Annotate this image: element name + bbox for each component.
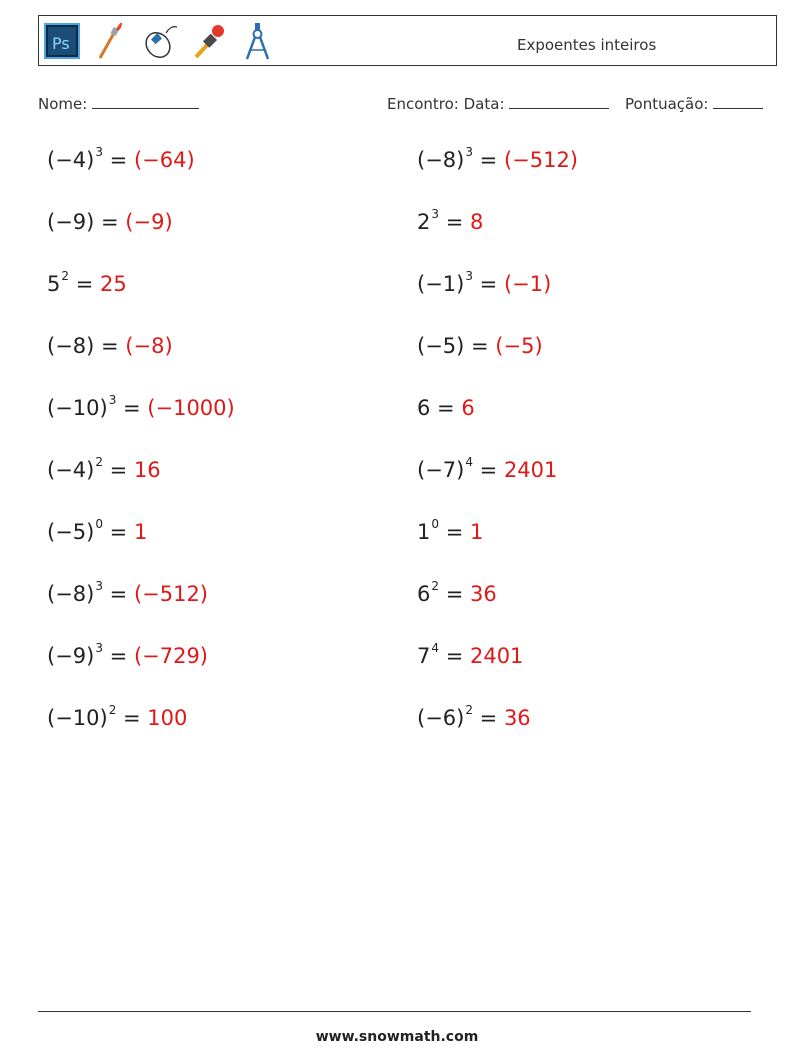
equals-sign: = [439,644,470,668]
problem-exponent: 3 [95,641,103,655]
date-blank [509,94,609,109]
compass-icon [239,21,277,61]
problem-item [47,703,188,730]
problem-base: (−9) [47,644,95,668]
equals-sign: = [472,148,504,172]
problem-answer: 6 [461,396,475,420]
problem-exponent: 3 [95,579,103,593]
footer-url: www.snowmath.com [315,1029,479,1045]
score-label: Pontuação: [625,95,709,113]
problem-answer: (−1000) [147,396,235,420]
problem-answer: 16 [133,458,161,482]
problem-base: (−5) [47,520,95,544]
equals-sign: = [472,272,504,296]
date-label: Encontro: Data: [387,95,505,113]
problem-item [47,210,173,234]
worksheet-header [38,15,777,66]
problem-answer: (−512) [133,582,209,606]
date-field [387,94,609,113]
footer-divider [38,1011,751,1012]
name-label: Nome: [38,95,88,113]
problem-answer: 36 [469,582,497,606]
problem-exponent: 3 [465,145,473,159]
problem-item [47,517,148,544]
equals-sign: = [102,458,134,482]
equals-sign: = [94,210,126,234]
problem-item [417,703,531,730]
ps-label: Ps [52,34,70,53]
mouse-icon [141,21,179,61]
problem-item [47,579,209,606]
equals-sign: = [102,148,134,172]
problem-exponent: 2 [108,703,117,717]
problem-answer: 25 [99,272,127,296]
problem-item [417,579,497,606]
problem-answer: 1 [133,520,148,544]
problem-answer: (−1) [503,272,552,296]
problem-answer: 36 [503,706,531,730]
problem-item [47,334,173,358]
problem-item [417,517,484,544]
problem-base: (−7) [417,458,465,482]
problem-exponent: 3 [108,393,117,407]
problem-answer: (−8) [125,334,173,358]
problem-exponent: 3 [431,207,440,221]
problem-answer: 2401 [503,458,558,482]
problem-exponent: 2 [465,703,473,717]
problem-base: 1 [417,520,431,544]
eyedropper-icon [190,21,228,61]
equals-sign: = [102,582,134,606]
problem-base: (−6) [417,706,465,730]
problem-answer: 2401 [469,644,524,668]
problem-item [47,641,209,668]
problem-answer: 100 [147,706,188,730]
problem-item [417,455,558,482]
problem-exponent: 3 [465,269,473,283]
problem-item [47,145,195,172]
problem-item [417,641,524,668]
equals-sign: = [116,706,148,730]
problem-item [417,396,475,420]
problem-item [417,145,579,172]
equals-sign: = [472,706,504,730]
name-blank [92,94,199,109]
problem-base: (−10) [47,706,108,730]
problem-base: (−9) [47,210,95,234]
problem-item [47,455,161,482]
problem-base: (−8) [47,334,95,358]
problem-base: 6 [417,582,431,606]
equals-sign: = [102,520,134,544]
problem-exponent: 3 [95,145,103,159]
equals-sign: = [69,272,100,296]
problem-base: 5 [47,272,61,296]
equals-sign: = [439,520,470,544]
problem-base: 6 [417,396,431,420]
equals-sign: = [439,210,470,234]
photoshop-icon [43,21,81,61]
problem-item [417,334,543,358]
problem-exponent: 4 [465,455,473,469]
problem-base: (−8) [417,148,465,172]
worksheet-title: Expoentes inteiros [517,36,657,54]
problem-item [417,207,484,234]
problem-exponent: 2 [431,579,440,593]
problem-answer: (−512) [503,148,579,172]
problem-answer: (−9) [125,210,173,234]
problem-item [417,269,552,296]
problem-base: (−10) [47,396,108,420]
paintbrush-icon [92,21,130,61]
score-field [625,94,763,113]
problem-answer: 1 [469,520,484,544]
problem-base: (−4) [47,458,95,482]
name-field [38,94,199,113]
problem-exponent: 0 [431,517,440,531]
equals-sign: = [102,644,134,668]
equals-sign: = [472,458,504,482]
problem-answer: (−64) [133,148,195,172]
problem-answer: (−729) [133,644,209,668]
problem-base: 7 [417,644,431,668]
problem-base: (−5) [417,334,465,358]
problem-answer: 8 [469,210,484,234]
problem-base: 2 [417,210,431,234]
problem-base: (−4) [47,148,95,172]
problem-exponent: 4 [431,641,440,655]
score-blank [713,94,763,109]
equals-sign: = [94,334,126,358]
equals-sign: = [439,582,470,606]
problem-exponent: 2 [61,269,70,283]
equals-sign: = [430,396,462,420]
problem-base: (−1) [417,272,465,296]
equals-sign: = [464,334,496,358]
problem-item [47,269,127,296]
icon-row [43,21,277,61]
equals-sign: = [116,396,148,420]
problem-item [47,393,235,420]
problem-exponent: 2 [95,455,103,469]
problem-base: (−8) [47,582,95,606]
problem-exponent: 0 [95,517,103,531]
problem-answer: (−5) [495,334,543,358]
